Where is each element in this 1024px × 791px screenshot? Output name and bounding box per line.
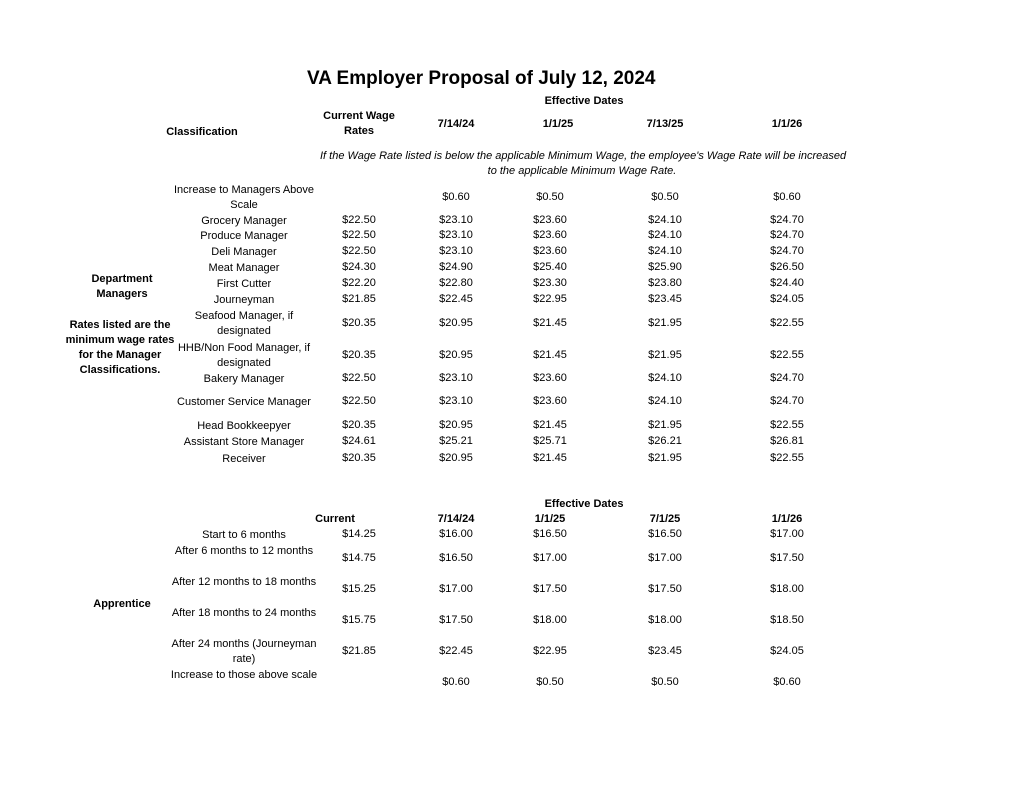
current-wage-header-line1: Current Wage — [323, 110, 395, 122]
effective-rate: $24.70 — [770, 245, 804, 257]
effective-rate: $17.00 — [533, 552, 567, 564]
row-label: After 6 months to 12 months — [174, 545, 314, 557]
effective-rate: $24.10 — [648, 229, 682, 241]
effective-rate: $23.60 — [533, 372, 567, 384]
effective-rate: $22.55 — [770, 317, 804, 329]
minimum-wage-note-line1: If the Wage Rate listed is below the applicable Minimum Wage, the employee's Wage Rate will be increased — [320, 150, 847, 162]
row-label: First Cutter — [216, 278, 272, 290]
date-header: 7/14/24 — [437, 118, 475, 130]
row-label: Start to 6 months — [202, 529, 286, 541]
effective-rate: $24.10 — [648, 245, 682, 257]
page-title: VA Employer Proposal of July 12, 2024 — [307, 68, 656, 89]
effective-rate: $22.80 — [439, 277, 473, 289]
row-label: Assistant Store Manager — [183, 436, 305, 448]
effective-rate: $24.90 — [439, 261, 473, 273]
current-rate: $22.50 — [342, 395, 376, 407]
effective-rate: $18.50 — [770, 614, 804, 626]
row-label: After 12 months to 18 months — [171, 576, 317, 588]
effective-rate: $24.05 — [770, 645, 804, 657]
row-label: Customer Service Manager — [177, 396, 311, 408]
current-rate: $20.35 — [342, 419, 376, 431]
effective-rate: $22.55 — [770, 349, 804, 361]
effective-rate: $23.60 — [533, 395, 567, 407]
date-header: 7/14/24 — [437, 513, 475, 525]
effective-rate: $21.45 — [533, 317, 567, 329]
current-rate: $15.25 — [342, 583, 376, 595]
effective-rate: $21.45 — [533, 452, 567, 464]
current-rate: $22.20 — [342, 277, 376, 289]
effective-rate: $26.50 — [770, 261, 804, 273]
effective-rate: $22.45 — [439, 645, 473, 657]
current-rate: $22.50 — [342, 229, 376, 241]
current-rate: $24.30 — [342, 261, 376, 273]
date-header: 1/1/26 — [771, 118, 803, 130]
current-rate: $24.61 — [342, 435, 376, 447]
effective-rate: $24.70 — [770, 229, 804, 241]
effective-rate: $24.40 — [770, 277, 804, 289]
current-rate: $22.50 — [342, 214, 376, 226]
effective-rate: $20.95 — [439, 317, 473, 329]
effective-rate: $16.50 — [648, 528, 682, 540]
current-rate: $20.35 — [342, 349, 376, 361]
effective-rate: $0.60 — [442, 676, 470, 688]
current-rate: $22.50 — [342, 372, 376, 384]
effective-rate: $24.10 — [648, 395, 682, 407]
effective-rate: $22.95 — [533, 645, 567, 657]
effective-rate: $26.21 — [648, 435, 682, 447]
effective-rate: $24.05 — [770, 293, 804, 305]
row-label: Journeyman — [213, 294, 275, 306]
effective-rate: $0.50 — [536, 676, 564, 688]
row-label: Head Bookkeepyer — [197, 420, 291, 432]
effective-rate: $24.70 — [770, 395, 804, 407]
effective-rate: $25.40 — [533, 261, 567, 273]
current-rate: $14.75 — [342, 552, 376, 564]
effective-rate: $0.60 — [442, 191, 470, 203]
effective-rate: $0.50 — [536, 191, 564, 203]
date-header: 7/13/25 — [646, 118, 684, 130]
effective-rate: $22.55 — [770, 419, 804, 431]
row-label: Produce Manager — [200, 230, 288, 242]
current-rate: $21.85 — [342, 645, 376, 657]
effective-rate: $23.10 — [439, 395, 473, 407]
row-label: Increase to Managers Above Scale — [173, 184, 315, 211]
effective-rate: $23.45 — [648, 645, 682, 657]
effective-rate: $21.45 — [533, 349, 567, 361]
effective-dates-header: Effective Dates — [544, 95, 624, 107]
effective-rate: $20.95 — [439, 452, 473, 464]
effective-rate: $23.60 — [533, 245, 567, 257]
apprentice-label: Apprentice — [93, 598, 151, 610]
current-rate: $14.25 — [342, 528, 376, 540]
effective-rate: $23.60 — [533, 229, 567, 241]
date-header: 1/1/25 — [534, 513, 566, 525]
effective-rate: $25.90 — [648, 261, 682, 273]
effective-rate: $17.50 — [533, 583, 567, 595]
minimum-wage-note-line2: to the applicable Minimum Wage Rate. — [487, 165, 677, 177]
effective-rate: $23.80 — [648, 277, 682, 289]
row-label: Meat Manager — [208, 262, 280, 274]
effective-rate: $18.00 — [770, 583, 804, 595]
effective-rate: $17.00 — [648, 552, 682, 564]
effective-rate: $17.50 — [770, 552, 804, 564]
effective-rate: $21.95 — [648, 317, 682, 329]
row-label: After 24 months (Journeyman rate) — [171, 638, 317, 665]
current-wage-header-line2: Rates — [344, 125, 374, 137]
row-label: Bakery Manager — [203, 373, 285, 385]
effective-rate: $16.50 — [533, 528, 567, 540]
effective-rate: $0.50 — [651, 191, 679, 203]
classification-header: Classification — [166, 126, 238, 138]
row-label: Increase to those above scale — [170, 669, 318, 681]
effective-rate: $23.10 — [439, 229, 473, 241]
effective-rate: $23.10 — [439, 372, 473, 384]
effective-rate: $24.10 — [648, 214, 682, 226]
effective-rate: $25.21 — [439, 435, 473, 447]
row-label: Seafood Manager, if designated — [194, 310, 294, 337]
manager-rates-note: Rates listed are the minimum wage rates for the Manager Classifications. — [65, 319, 175, 376]
effective-rate: $16.50 — [439, 552, 473, 564]
effective-rate: $17.50 — [648, 583, 682, 595]
effective-rate: $23.60 — [533, 214, 567, 226]
row-label: Deli Manager — [211, 246, 277, 258]
effective-rate: $23.45 — [648, 293, 682, 305]
effective-rate: $24.70 — [770, 214, 804, 226]
effective-rate: $20.95 — [439, 419, 473, 431]
effective-rate: $21.95 — [648, 419, 682, 431]
effective-rate: $17.50 — [439, 614, 473, 626]
current-rate: $20.35 — [342, 452, 376, 464]
date-header: 1/1/26 — [771, 513, 803, 525]
department-managers-label: Department Managers — [91, 273, 153, 300]
effective-rate: $21.95 — [648, 452, 682, 464]
effective-rate: $24.10 — [648, 372, 682, 384]
effective-rate: $20.95 — [439, 349, 473, 361]
effective-rate: $0.50 — [651, 676, 679, 688]
effective-rate: $17.00 — [439, 583, 473, 595]
effective-rate: $18.00 — [648, 614, 682, 626]
current-rate: $21.85 — [342, 293, 376, 305]
current-rate: $15.75 — [342, 614, 376, 626]
current-rate: $22.50 — [342, 245, 376, 257]
row-label: Grocery Manager — [201, 215, 287, 227]
effective-rate: $0.60 — [773, 191, 801, 203]
effective-rate: $21.95 — [648, 349, 682, 361]
effective-rate: $22.45 — [439, 293, 473, 305]
effective-rate: $25.71 — [533, 435, 567, 447]
effective-rate: $23.10 — [439, 245, 473, 257]
effective-rate: $26.81 — [770, 435, 804, 447]
row-label: HHB/Non Food Manager, if designated — [177, 342, 311, 369]
effective-rate: $16.00 — [439, 528, 473, 540]
effective-rate: $21.45 — [533, 419, 567, 431]
effective-dates-header-2: Effective Dates — [544, 498, 624, 510]
effective-rate: $17.00 — [770, 528, 804, 540]
date-header: 1/1/25 — [542, 118, 574, 130]
effective-rate: $22.95 — [533, 293, 567, 305]
effective-rate: $24.70 — [770, 372, 804, 384]
row-label: After 18 months to 24 months — [171, 607, 317, 619]
effective-rate: $23.10 — [439, 214, 473, 226]
effective-rate: $0.60 — [773, 676, 801, 688]
row-label: Receiver — [222, 453, 266, 465]
current-rate: $20.35 — [342, 317, 376, 329]
current-header: Current — [315, 513, 355, 525]
effective-rate: $22.55 — [770, 452, 804, 464]
effective-rate: $23.30 — [533, 277, 567, 289]
effective-rate: $18.00 — [533, 614, 567, 626]
date-header: 7/1/25 — [649, 513, 681, 525]
